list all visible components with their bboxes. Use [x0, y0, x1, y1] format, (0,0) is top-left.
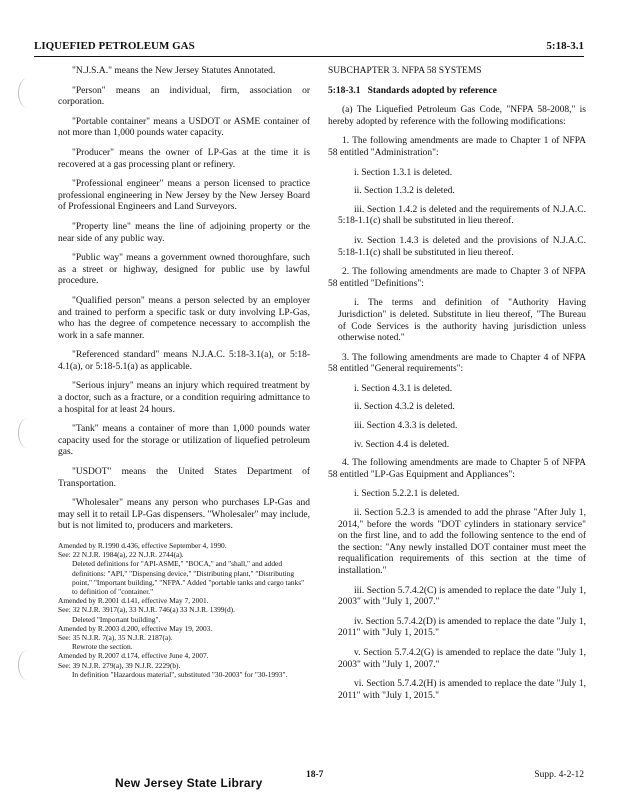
section-title: Standards adopted by reference: [367, 85, 497, 96]
page-footer: [0, 768, 618, 798]
header-title: LIQUEFIED PETROLEUM GAS: [34, 40, 195, 52]
amendment-item: iii. Section 4.3.3 is deleted.: [354, 421, 458, 432]
amendment-paragraph: 1. The following amendments are made to Chapter 1 of NFPA 58 entitled "Administration":: [328, 136, 586, 158]
amendment-item: i. The terms and definition of "Authority Having Jurisdiction" is deleted. Substitute in lieu thereof, "The Bureau of Code Services is the authority having jurisdiction unless otherwise noted.": [338, 298, 586, 344]
binder-hole-mark: [18, 78, 37, 108]
history-line: Amended by R.2001 d.141, effective May 7, 2001.: [58, 596, 209, 606]
left-column: [58, 66, 310, 679]
section-number: 5:18-3.1: [328, 85, 361, 96]
history-line: See: 39 N.J.R. 279(a), 39 N.J.R. 2229(b).: [58, 660, 181, 670]
header-section: 5:18-3.1: [546, 40, 584, 52]
supplement-date: Supp. 4-2-12: [534, 770, 584, 780]
history-line: Amended by R.2003 d.200, effective May 19, 2003.: [58, 623, 213, 633]
definition-paragraph: "Public way" means a government owned thoroughfare, such as a street or highway, designed for public use by lawful procedure.: [58, 253, 310, 287]
section-heading: [328, 86, 586, 98]
definition-paragraph: "Portable container" means a USDOT or ASME container of not more than 1,000 pounds water capacity.: [58, 116, 310, 139]
history-line: See: 32 N.J.R. 3917(a), 33 N.J.R. 746(a) 33 N.J.R. 1399(d).: [58, 605, 235, 615]
history-line: Deleted "Important building".: [72, 614, 161, 624]
definition-paragraph: "Professional engineer" means a person licensed to practice professional engineering in New Jersey by the New Jersey Board of Professional Engineers and Land Surveyors.: [58, 179, 310, 213]
amendment-item: i. Section 4.3.1 is deleted.: [354, 383, 453, 394]
history-line: Amended by R.2007 d.174, effective June 4, 2007.: [58, 651, 209, 661]
amendment-item: ii. Section 1.3.2 is deleted.: [354, 186, 455, 197]
amendment-item: iii. Section 5.7.4.2(C) is amended to replace the date "July 1, 2003" with "July 1, 2007.": [338, 585, 586, 608]
definitions-list: [58, 66, 310, 533]
section-body: [328, 105, 586, 702]
definition-paragraph: "Person" means an individual, firm, association or corporation.: [58, 85, 310, 108]
definition-paragraph: "Tank" means a container of more than 1,000 pounds water capacity used for the storage or utilization of liquefied petroleum gas.: [58, 424, 310, 458]
history-line: Amended by R.1990 d.436, effective September 4, 1990.: [58, 541, 227, 550]
right-column: [328, 66, 586, 710]
definition-paragraph: "Referenced standard" means N.J.A.C. 5:18-3.1(a), or 5:18-4.1(a), or 5:18-5.1(a) as applicable.: [58, 350, 310, 372]
amendment-item: iii. Section 1.4.2 is deleted and the requirements of N.J.A.C. 5:18-1.1(c) shall be substituted in lieu thereof.: [338, 204, 586, 227]
history-line: In definition "Hazardous material", substituted "30-2003" for "30-1993".: [72, 669, 288, 679]
definition-paragraph: "Producer" means the owner of LP-Gas at the time it is recovered at a gas processing plant or refinery.: [58, 147, 310, 170]
definition-paragraph: "Wholesaler" means any person who purchases LP-Gas and may sell it to retail LP-Gas dispensers. "Wholesaler" may include, but is not limited to, producers and marketers.: [58, 498, 310, 532]
amendment-item: iv. Section 1.4.3 is deleted and the provisions of N.J.A.C. 5:18-1.1(c) shall be substituted in lieu thereof.: [338, 235, 586, 258]
binder-hole-mark: [18, 418, 37, 448]
definition-paragraph: "USDOT" means the United States Department of Transportation.: [58, 467, 310, 489]
definition-paragraph: "Qualified person" means a person selected by an employer and trained to perform a specific task or duty involving LP-Gas, who has the degree of competence necessary to accomplish the work in a safe manner.: [58, 295, 310, 341]
amendment-item: i. Section 1.3.1 is deleted.: [354, 167, 453, 178]
history-line: Rewrote the section.: [72, 642, 133, 652]
amendment-paragraph: 3. The following amendments are made to Chapter 4 of NFPA 58 entitled "General requirements":: [328, 352, 586, 375]
library-logo: New Jersey State Library: [115, 776, 263, 790]
amendment-item: v. Section 5.7.4.2(G) is amended to replace the date "July 1, 2003" with "July 1, 2007.": [338, 647, 586, 670]
amendment-item: iv. Section 4.4 is deleted.: [354, 439, 450, 450]
amendment-item: iv. Section 5.7.4.2(D) is amended to replace the date "July 1, 2011" with "July 1, 2015.": [338, 616, 586, 639]
binder-hole-mark: [18, 650, 37, 680]
history-line: See: 35 N.J.R. 7(a), 35 N.J.R. 2187(a).: [58, 633, 173, 643]
subchapter-heading: SUBCHAPTER 3. NFPA 58 SYSTEMS: [328, 66, 482, 76]
page-number: 18-7: [306, 770, 324, 780]
amendment-paragraph: 2. The following amendments are made to Chapter 3 of NFPA 58 entitled "Definitions":: [328, 267, 586, 289]
amendment-item: ii. Section 4.3.2 is deleted.: [354, 402, 455, 413]
definition-paragraph: "N.J.S.A." means the New Jersey Statutes Annotated.: [72, 66, 276, 76]
amendment-item: i. Section 5.2.2.1 is deleted.: [354, 489, 460, 500]
definition-paragraph: "Property line" means the line of adjoining property or the near side of any public way.: [58, 221, 310, 244]
definition-paragraph: "Serious injury" means an injury which required treatment by a doctor, such as a fracture, or a condition requiring admittance to a hospital for at least 24 hours.: [58, 381, 310, 415]
history-notes: [58, 541, 310, 679]
running-header: [34, 40, 584, 54]
history-line: See: 22 N.J.R. 1984(a), 22 N.J.R. 2744(a).: [58, 550, 184, 560]
amendment-item: vi. Section 5.7.4.2(H) is amended to replace the date "July 1, 2011" with "July 1, 2015.": [338, 679, 586, 701]
history-line: Deleted definitions for "API-ASME," "BOCA," and "shall," and added definitions: "API," "Dispensing device," "Distributing plant," "Distributing point," "Important building," "NFPA." Added "portable tanks and cargo tanks" to definition of "container.": [72, 559, 305, 597]
header-rule: [34, 56, 584, 57]
amendment-item: ii. Section 5.2.3 is amended to add the phrase "After July 1, 2014," before the words "DOT cylinders in stationary service" on the first line, and to add the following sentence to the end of the section: "Any newly installed DOT container must meet the requalification requirements of this section at the time of installation.": [338, 508, 586, 576]
amendment-paragraph: 4. The following amendments are made to Chapter 5 of NFPA 58 entitled "LP-Gas Equipment and Appliances":: [328, 458, 586, 480]
amendment-paragraph: (a) The Liquefied Petroleum Gas Code, "NFPA 58-2008," is hereby adopted by reference with the following modifications:: [328, 105, 586, 127]
